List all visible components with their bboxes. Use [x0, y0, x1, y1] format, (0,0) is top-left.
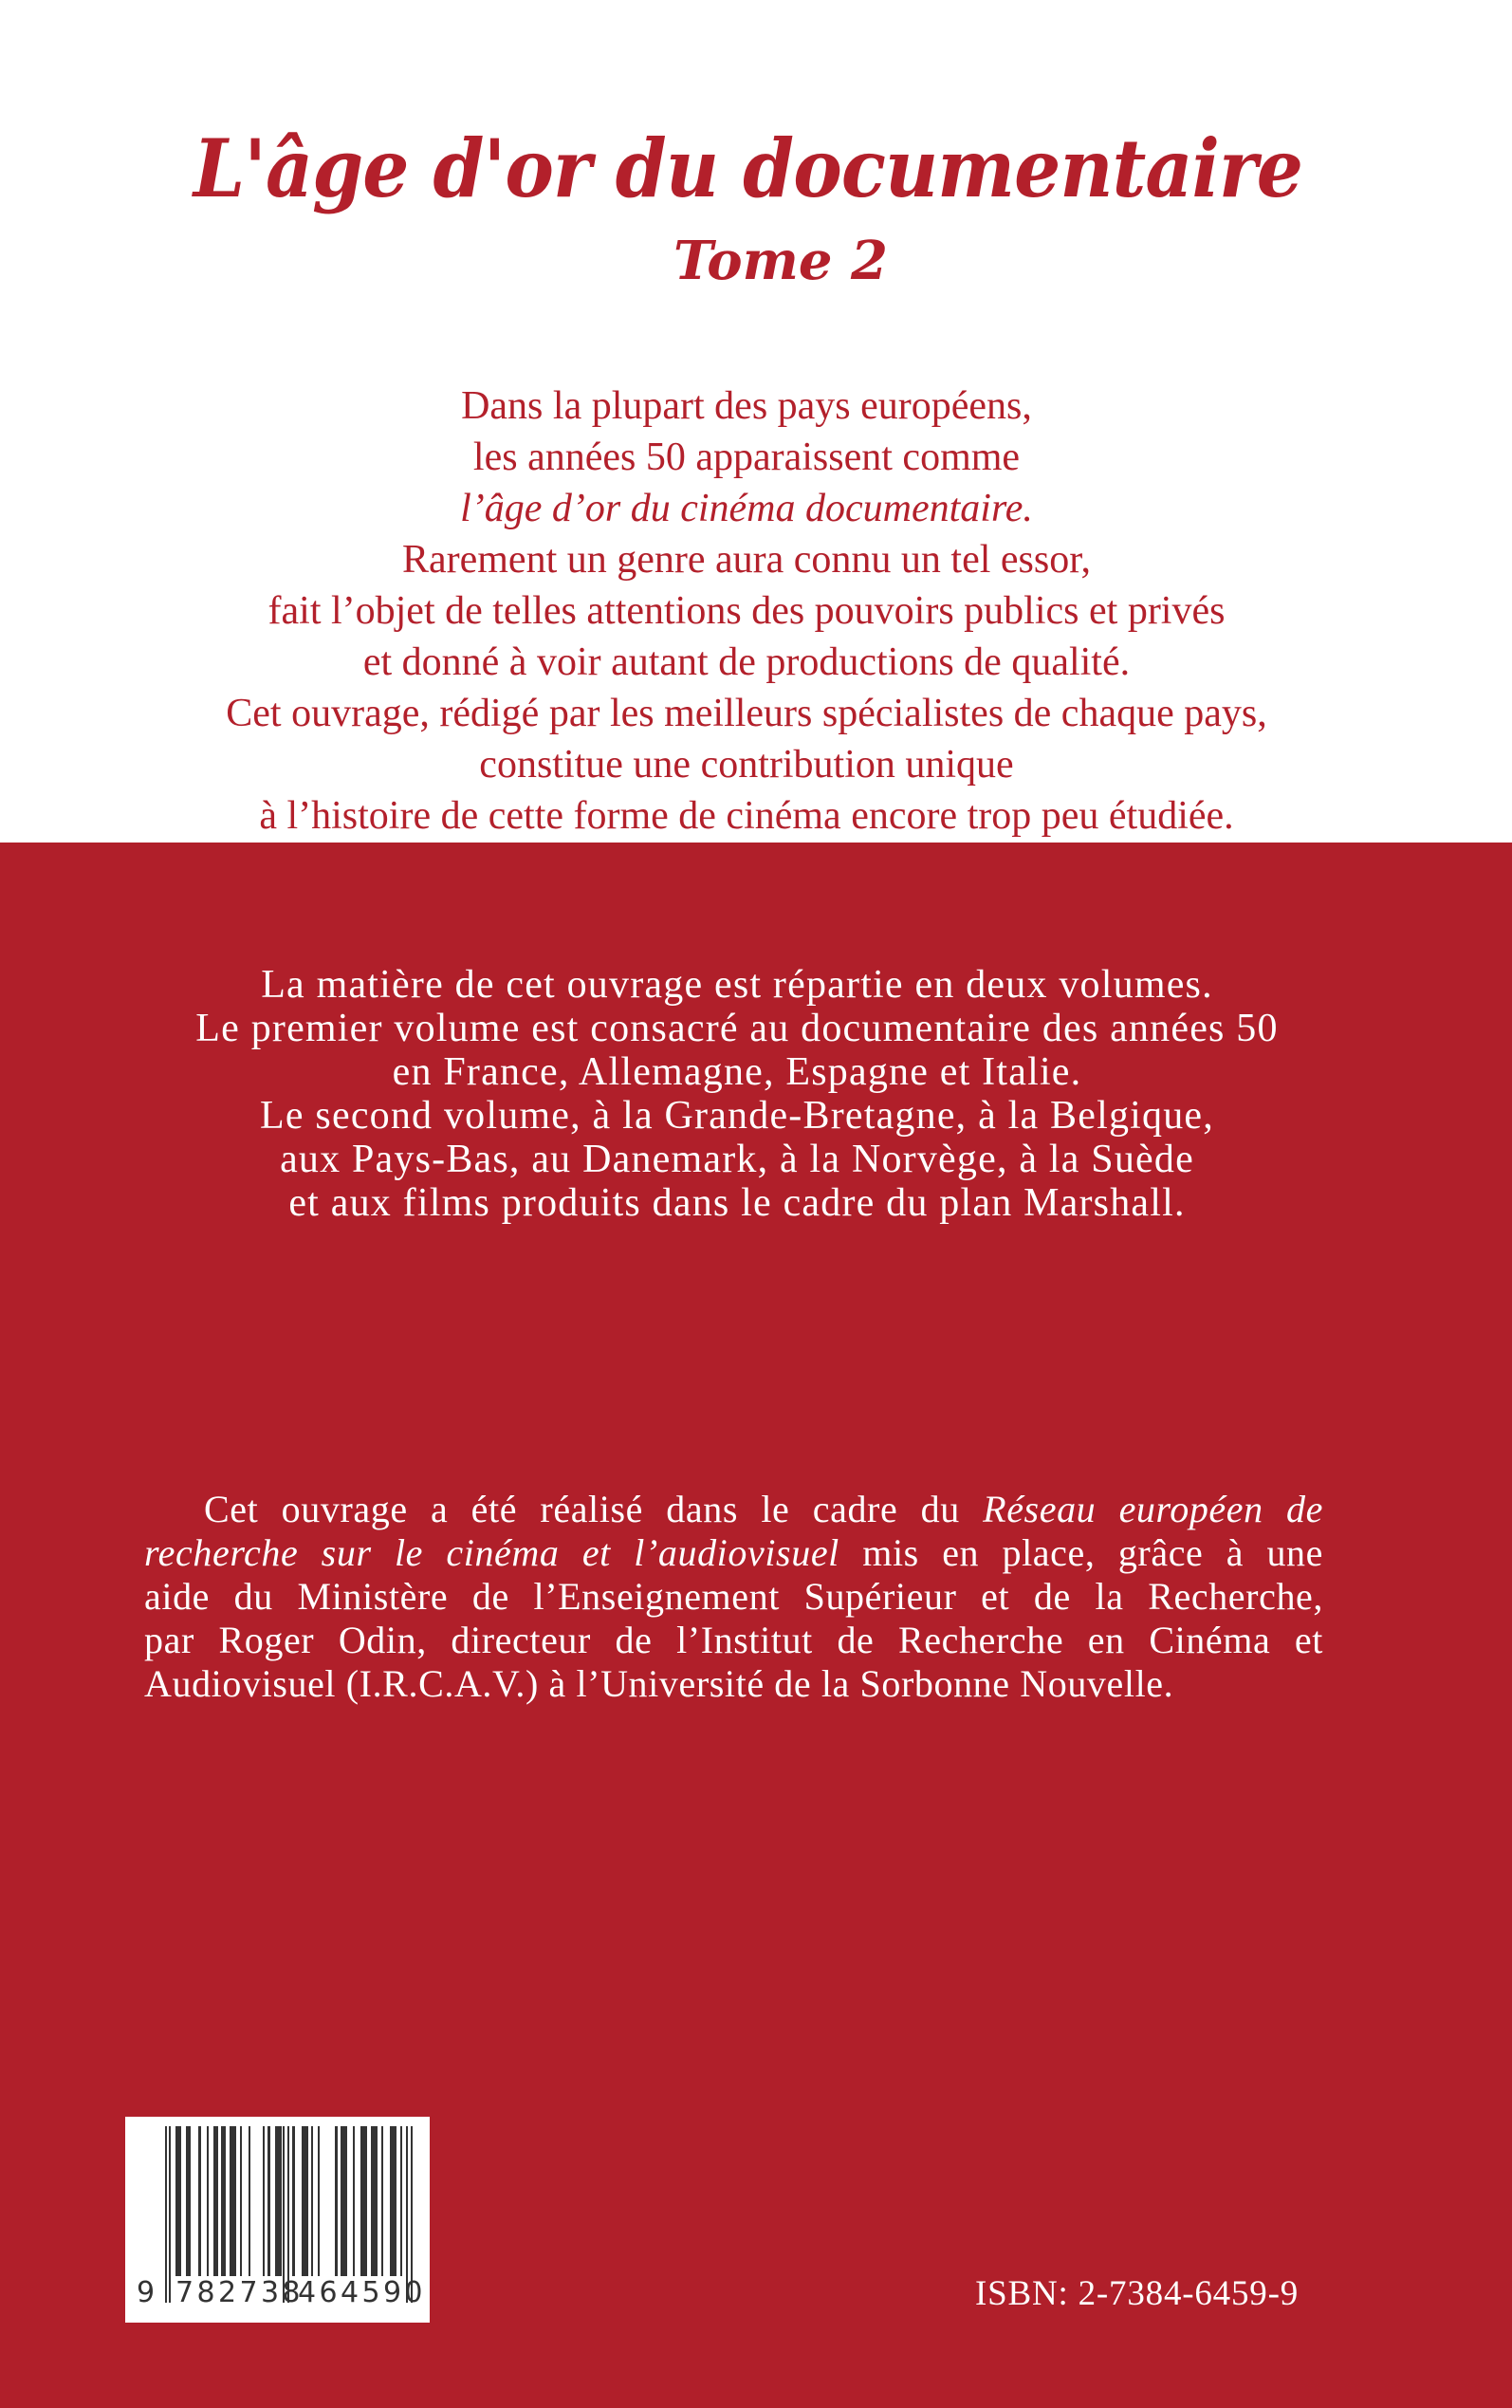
intro-line: constitue une contribution unique: [479, 743, 1014, 787]
barcode-right-group: 464590: [298, 2276, 426, 2309]
credits-line: Audiovisuel (I.R.C.A.V.) à l’Université de la Sorbonne Nouvelle.: [144, 1662, 1174, 1705]
volumes-line: et aux films produits dans le cadre du plan Marshall.: [288, 1181, 1186, 1225]
intro-paragraph: [0, 380, 1493, 842]
credits-line: aide du Ministère de l’Enseignement Supérieur et de la Recherche,: [144, 1575, 1323, 1618]
barcode-digits: [125, 2117, 430, 2323]
book-title: [0, 121, 1512, 216]
credits-paragraph: [144, 1488, 1323, 1706]
credits-text: Cet ouvrage a été réalisé dans le cadre du: [204, 1488, 984, 1530]
volumes-line: La matière de cet ouvrage est répartie en deux volumes.: [261, 963, 1213, 1007]
network-name-italic: Réseau européen de: [983, 1488, 1323, 1530]
intro-line: fait l’objet de telles attentions des pouvoirs publics et privés: [267, 589, 1226, 633]
credits-line: [144, 1488, 1323, 1531]
volumes-line: Le second volume, à la Grande-Bretagne, à la Belgique,: [260, 1094, 1214, 1138]
book-title-text: L'âge d'or du documentaire: [193, 121, 1302, 215]
intro-line: Cet ouvrage, rédigé par les meilleurs spécialistes de chaque pays,: [226, 692, 1267, 735]
intro-line: à l’histoire de cette forme de cinéma encore trop peu étudiée.: [259, 794, 1234, 838]
barcode-left-group: 782738: [175, 2276, 304, 2309]
intro-line: Dans la plupart des pays européens,: [461, 384, 1032, 428]
intro-line: les années 50 apparaissent comme: [472, 435, 1021, 479]
isbn-label: ISBN: 2-7384-6459-9: [975, 2274, 1299, 2313]
intro-line: Rarement un genre aura connu un tel essor,: [401, 538, 1092, 582]
volumes-paragraph: [0, 963, 1474, 1225]
volumes-line: en France, Allemagne, Espagne et Italie.: [392, 1050, 1082, 1094]
credits-line: par Roger Odin, directeur de l’Institut de Recherche en Cinéma et: [144, 1619, 1323, 1661]
intro-line-italic: l’âge d’or du cinéma documentaire.: [460, 487, 1033, 530]
volume-subtitle-text: Tome 2: [673, 230, 888, 292]
intro-line: et donné à voir autant de productions de qualité.: [362, 640, 1131, 684]
volume-subtitle: [0, 228, 1512, 294]
credits-text: mis en place, grâce à une: [839, 1531, 1324, 1574]
credits-line: [144, 1531, 1323, 1575]
volumes-line: aux Pays-Bas, au Danemark, à la Norvège, à la Suède: [280, 1138, 1194, 1181]
volumes-line: Le premier volume est consacré au documentaire des années 50: [195, 1007, 1279, 1050]
network-name-italic: recherche sur le cinéma et l’audiovisuel: [144, 1531, 839, 1574]
barcode: [125, 2117, 430, 2323]
barcode-first-digit: 9: [137, 2276, 156, 2309]
